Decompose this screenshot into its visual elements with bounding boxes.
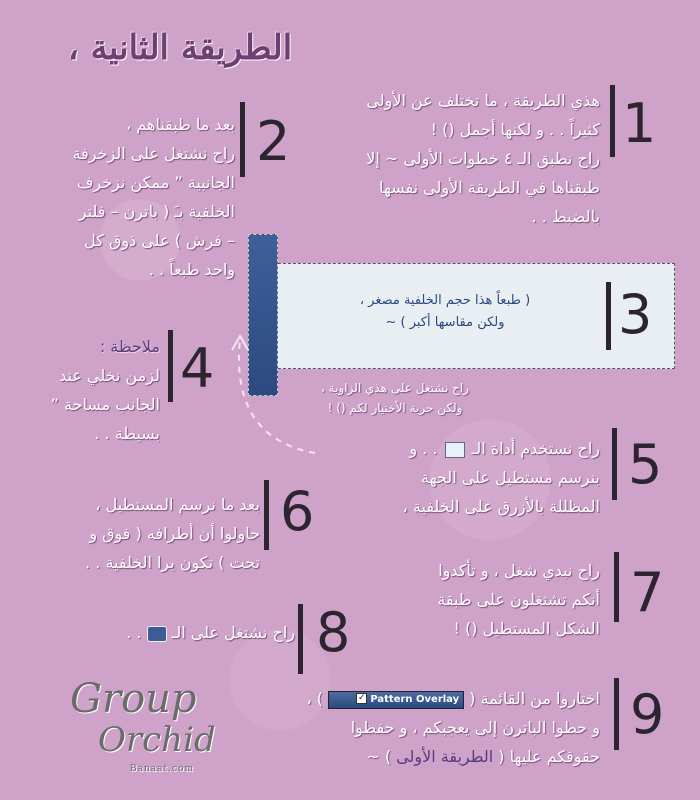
step-8-bar bbox=[298, 604, 303, 674]
step-4-number: 4 bbox=[180, 337, 215, 400]
step-5-line: المظللة بالأزرق على الخلفية ، bbox=[402, 497, 600, 516]
step-9-bar bbox=[614, 678, 619, 750]
step-9-line-1 bbox=[260, 684, 600, 713]
note-line: الجانب مساحة ” bbox=[50, 395, 160, 414]
step-6-line: بعد ما نرسم المستطيل ، bbox=[95, 495, 260, 514]
note-heading: ملاحظة : bbox=[99, 337, 160, 356]
corner-caption-line: راح نشتغل على هذي الزاوية ، bbox=[320, 381, 470, 395]
note-text bbox=[10, 332, 160, 448]
step-6-line: حاولوا أن أطرافه ( فوق و bbox=[89, 524, 260, 543]
step-3-line: ( طبعاً هذا حجم الخلفية مصغر ، bbox=[359, 293, 531, 308]
step-6-text bbox=[10, 490, 260, 577]
pattern-overlay-checkbox[interactable]: ✓ bbox=[358, 693, 366, 703]
step-8-text bbox=[45, 618, 295, 647]
step-3-line: ولكن مقاسها أكبر ) ~ bbox=[385, 315, 505, 330]
pattern-overlay-label: Pattern Overlay bbox=[370, 693, 460, 705]
step-5-line-1 bbox=[270, 434, 600, 463]
step-2-bar bbox=[240, 102, 245, 177]
step-9-line: و حطوا الباترن إلى يعجبكم ، و حفظوا bbox=[350, 718, 600, 737]
step-9-line-1b: ) ، bbox=[306, 689, 324, 708]
logo-word-group: Group bbox=[70, 676, 197, 722]
step-6-line: تحت ) تكون برا الخلفية . . bbox=[85, 553, 260, 572]
step-8-text-b: . . bbox=[126, 623, 142, 642]
step-1-line: راح نطبق الـ ٤ خطوات الأولى ~ إلا bbox=[366, 149, 600, 168]
step-1-bar bbox=[610, 85, 615, 157]
shape-layer-icon bbox=[147, 626, 167, 642]
logo-word-orchid: Orchid bbox=[98, 720, 216, 760]
step-1-line: كثيراً . . و لكنها أجمل () ! bbox=[430, 120, 600, 139]
step-2-line: الجانبية ” ممكن نزخرف bbox=[76, 173, 235, 192]
step-8-text-a: راح نشتغل على الـ bbox=[171, 623, 295, 642]
pattern-overlay-option[interactable] bbox=[328, 691, 464, 709]
note-line: لزمن نخلي عند bbox=[59, 366, 160, 385]
step-7-bar bbox=[614, 552, 619, 622]
step-7-number: 7 bbox=[630, 561, 665, 624]
step-9-line-1a: اختاروا من القائمة ( bbox=[469, 689, 600, 708]
step-1-line: هذي الطريقة ، ما تختلف عن الأولى bbox=[366, 91, 600, 110]
step-1-number: 1 bbox=[622, 92, 657, 155]
step-6-bar bbox=[264, 480, 269, 550]
step-5-text bbox=[270, 434, 600, 521]
step-3-bar bbox=[606, 282, 611, 350]
step-2-line: – فرش ) على ذوق كل bbox=[84, 231, 235, 250]
step-9-number: 9 bbox=[630, 683, 665, 746]
step-5-number: 5 bbox=[628, 433, 663, 496]
step-5-line-1b: . . و bbox=[409, 439, 438, 458]
note-line: بسيطة . . bbox=[94, 424, 160, 443]
step-7-line: راح نبدي شغل ، و تأكدوا bbox=[438, 561, 600, 580]
step-4-bar bbox=[168, 330, 173, 402]
step-7-text bbox=[340, 556, 600, 643]
group-orchid-logo bbox=[60, 668, 240, 778]
step-2-line: واحد طبعاً . . bbox=[148, 260, 235, 279]
step-2-text bbox=[0, 110, 235, 284]
step-7-line: الشكل المستطيل () ! bbox=[453, 619, 600, 638]
step-2-line: الخلفية بـَ ( باترن – فلتر bbox=[78, 202, 235, 221]
logo-site: Banaat.com bbox=[130, 764, 194, 774]
corner-caption-line: ولكن حرية الأختيار لكم () ! bbox=[327, 401, 463, 415]
step-9-text bbox=[260, 684, 600, 771]
rectangle-tool-icon bbox=[445, 442, 465, 458]
step-5-bar bbox=[612, 428, 617, 500]
step-8-number: 8 bbox=[316, 601, 351, 664]
step-5-line-1a: راح نستخدم أداة الـ bbox=[471, 439, 600, 458]
step-1-line: طبقناها في الطريقة الأولى نفسها bbox=[379, 178, 600, 197]
step-9-line-3b: ) ~ bbox=[366, 747, 392, 766]
step-9-line-3 bbox=[260, 742, 600, 771]
step-3-text bbox=[300, 290, 590, 334]
step-1-text bbox=[280, 86, 600, 231]
step-9-highlight: الطريقة الأولى bbox=[396, 747, 494, 766]
step-3-number: 3 bbox=[618, 283, 653, 346]
step-6-number: 6 bbox=[280, 480, 315, 543]
step-7-line: أنكم تشتغلون على طبقة bbox=[437, 590, 600, 609]
step-2-line: راح نشتغل على الزخرفة bbox=[72, 144, 235, 163]
step-9-line-3a: حقوقكم عليها ( bbox=[498, 747, 600, 766]
step-2-line: بعد ما طبقناهم ، bbox=[126, 115, 235, 134]
step-5-line: بنرسم مستطيل على الجهة bbox=[421, 468, 600, 487]
step-2-number: 2 bbox=[256, 110, 291, 173]
page-title: الطريقة الثانية ، bbox=[67, 28, 293, 68]
step-1-line: بالضبط . . bbox=[531, 207, 600, 226]
